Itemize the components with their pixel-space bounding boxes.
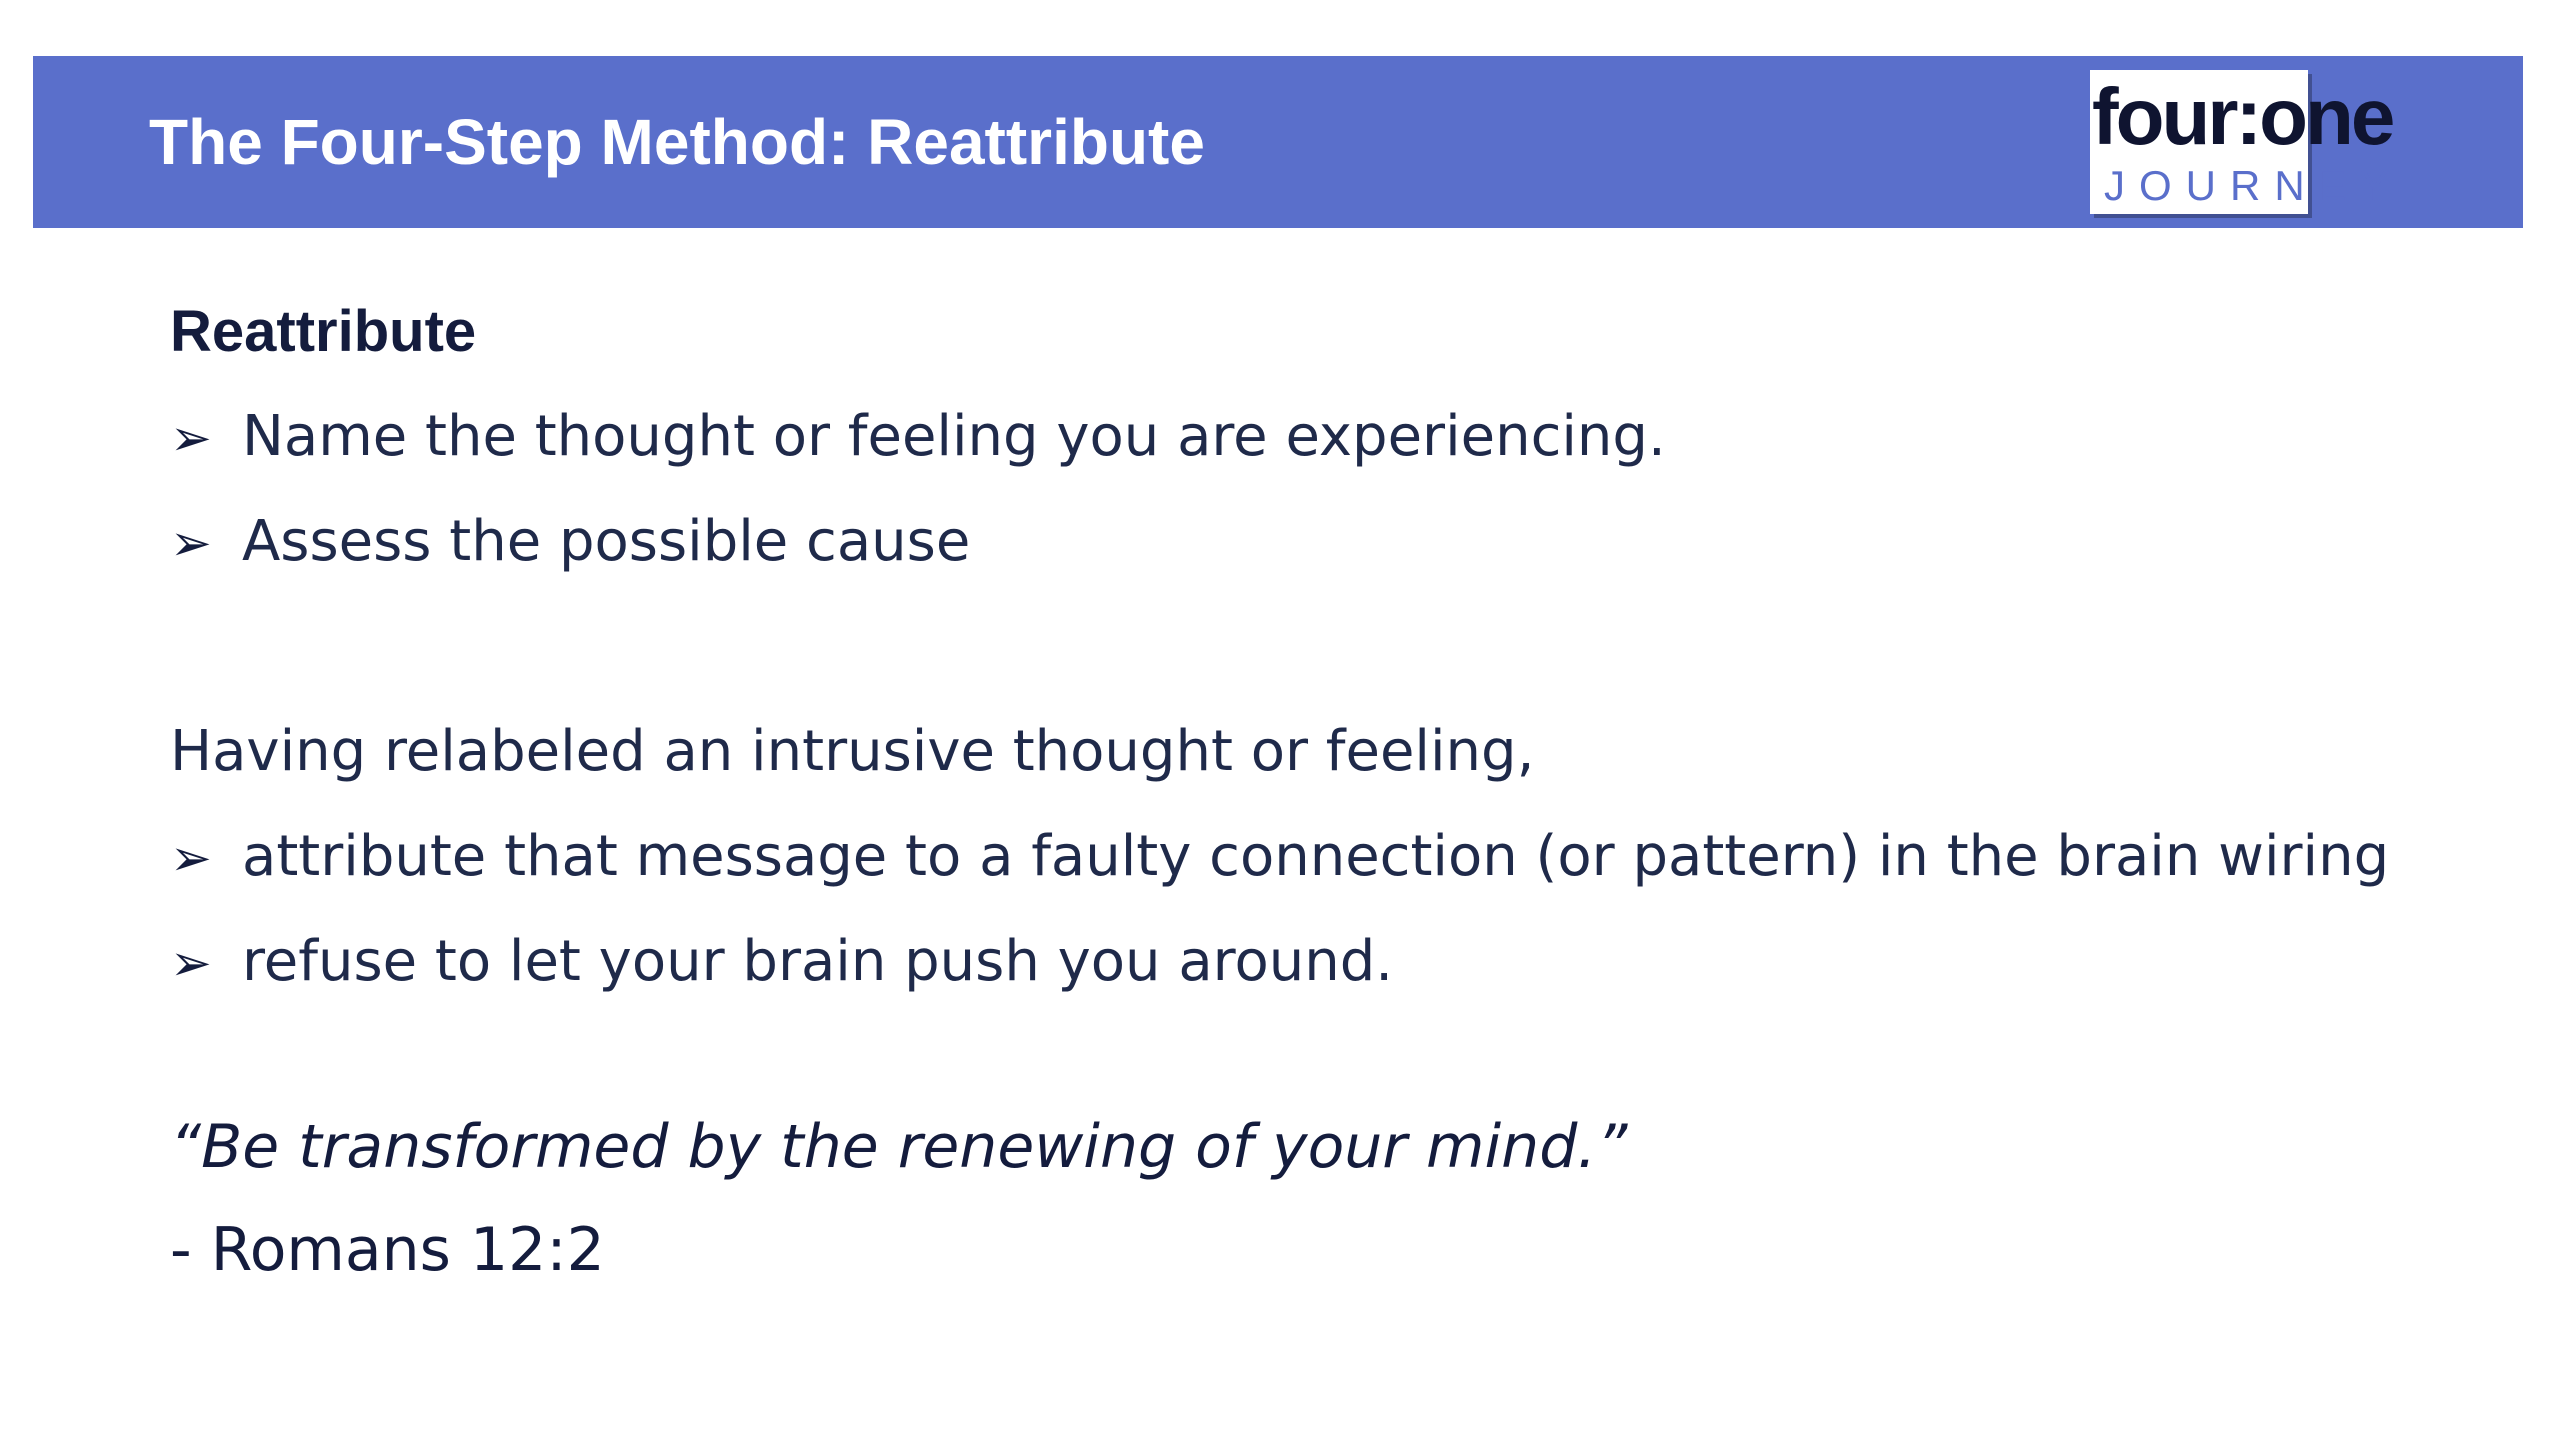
- bullet-text: attribute that message to a faulty connection (or pattern) in the brain wiring: [242, 824, 2390, 889]
- bullet-item: [170, 402, 1666, 473]
- bullet-item: [170, 927, 1393, 998]
- arrow-bullet-icon: ➢: [170, 409, 212, 467]
- bullet-text: Assess the possible cause: [242, 509, 971, 574]
- bullet-text: Name the thought or feeling you are experiencing.: [242, 404, 1666, 469]
- intro-text: Having relabeled an intrusive thought or feeling,: [170, 719, 1535, 784]
- title-bar: [33, 56, 2523, 228]
- four-one-journey-logo: [2090, 70, 2403, 214]
- arrow-bullet-icon: ➢: [170, 934, 212, 992]
- bullet-item: [170, 822, 2389, 893]
- section-heading: Reattribute: [170, 299, 477, 364]
- arrow-bullet-icon: ➢: [170, 514, 212, 572]
- logo-wordmark: four:one: [2092, 72, 2393, 161]
- arrow-bullet-icon: ➢: [170, 829, 212, 887]
- slide-title: The Four-Step Method: Reattribute: [149, 106, 1205, 178]
- scripture-reference: - Romans 12:2: [170, 1215, 605, 1285]
- bullet-item: [170, 507, 970, 578]
- scripture-quote: “Be transformed by the renewing of your mind.”: [170, 1112, 1628, 1182]
- bullet-text: refuse to let your brain push you around.: [242, 929, 1394, 994]
- logo-subtitle: JOURNEY: [2104, 162, 2403, 209]
